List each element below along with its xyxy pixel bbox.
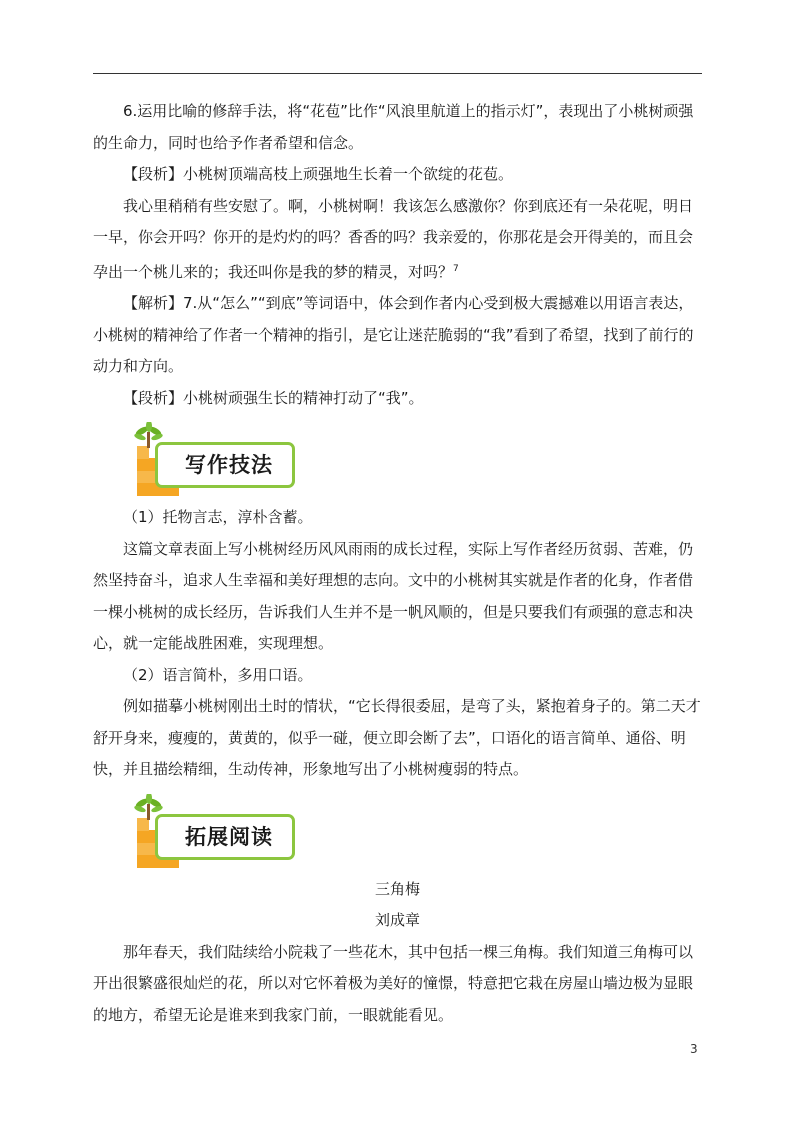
analysis-item-6: 6.运用比喻的修辞手法，将“花苞”比作“风浪里航道上的指示灯”，表现出了小桃树顽强的生命力，同时也给予作者希望和信念。 (93, 102, 694, 152)
extended-reading-banner (123, 794, 313, 870)
reading-paragraph: 那年春天，我们陆续给小院栽了一些花木，其中包括一棵三角梅。我们知道三角梅可以开出很繁盛很灿烂的花，所以对它怀着极为美好的憧憬，特意把它栽在房屋山墙边极为显眼的地方，希望无论是谁来到我家门前，一眼就能看见。 (93, 942, 694, 1024)
paragraph-analysis: 【段析】小桃树顽强生长的精神打动了“我”。 (123, 388, 424, 407)
content (93, 96, 702, 1031)
page-number: 3 (690, 1042, 698, 1056)
technique-heading-1: （1）托物言志，淳朴含蓄。 (123, 508, 313, 526)
quoted-passage: 我心里稍稍有些安慰了。啊，小桃树啊！我该怎么感激你？你到底还有一朵花呢，明日一早，你会开吗？你开的是灼灼的吗？香香的吗？我亲爱的，你那花是会开得美的，而且会孕出一个桃儿来的；我还叫你是我的梦的精灵，对吗？$^7$ (93, 196, 694, 281)
analysis-item-7: 【解析】7.从“怎么”“到底”等词语中，体会到作者内心受到极大震撼难以用语言表达，小桃树的精神给了作者一个精神的指引，是它让迷茫脆弱的“我”看到了希望，找到了前行的动力和方向。 (93, 294, 694, 375)
technique-heading-2: （2）语言简朴，多用口语。 (123, 665, 313, 684)
technique-body-1: 这篇文章表面上写小桃树经历风风雨雨的成长过程，实际上写作者经历贫弱、苦难，仍然坚持奋斗，追求人生幸福和美好理想的志向。文中的小桃树其实就是作者的化身，作者借一棵小桃树的成长经历，告诉我们人生并不是一帆风顺的，但是只要我们有顽强的意志和决心，就一定能战胜困难，实现理想。 (93, 539, 694, 652)
reading-title: 三角梅 (374, 879, 420, 898)
paragraph-analysis: 【段析】小桃树顶端高枝上顽强地生长着一个欲绽的花苞。 (123, 165, 514, 183)
note-mark: 7 (453, 263, 459, 274)
technique-body-2: 例如描摹小桃树刚出土时的情状，“它长得很委屈，是弯了头，紧抱着身子的。第二天才舒开身来，瘦瘦的，黄黄的，似乎一碰，便立即会断了去”，口语化的语言简单、通俗、明快，并且描绘精细，生动传神，形象地写出了小桃树瘦弱的特点。 (93, 697, 701, 778)
header-rule (93, 73, 702, 74)
banner-title: 拓展阅读 (185, 824, 273, 849)
banner-title: 写作技法 (185, 453, 273, 477)
writing-technique-banner (123, 422, 313, 498)
reading-author: 刘成章 (374, 911, 420, 929)
